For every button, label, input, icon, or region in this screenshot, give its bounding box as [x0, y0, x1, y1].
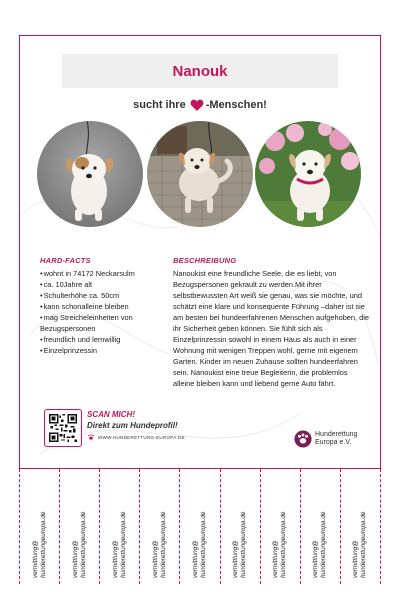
- dog-photo-1: [37, 121, 143, 227]
- tab-line-1: vermittlung@: [151, 540, 159, 578]
- list-item: • mag Streicheleinheiten von Bezugspersonen: [40, 312, 168, 334]
- tab-email: [352, 512, 368, 578]
- list-item: • freundlich und lernwillig: [40, 334, 168, 345]
- tab-email: [112, 512, 128, 578]
- title-box: [62, 54, 338, 88]
- tab-email: [232, 512, 248, 578]
- tab-line-1: vermittlung@: [312, 540, 320, 578]
- dog-name: Nanouk: [172, 62, 228, 80]
- tear-off-tabs: [19, 469, 381, 584]
- tab-email: [192, 512, 208, 578]
- dog-photo-3: [255, 121, 361, 227]
- qr-code-icon: [49, 414, 77, 442]
- list-item: • Einzelprinzessin: [40, 345, 168, 356]
- subtitle-after: -Menschen!: [205, 99, 267, 111]
- tab-line-2: hunderettungeuropa.de: [199, 511, 207, 578]
- tear-off-tab[interactable]: [140, 469, 180, 584]
- paw-print-icon: [87, 434, 95, 440]
- tab-email: [152, 512, 168, 578]
- website-row[interactable]: [87, 434, 185, 440]
- tab-line-2: hunderettungeuropa.de: [280, 511, 288, 578]
- tear-off-tab[interactable]: [221, 469, 261, 584]
- tab-line-2: hunderettungeuropa.de: [39, 511, 47, 578]
- tab-email: [272, 512, 288, 578]
- photo-row: [37, 121, 367, 233]
- list-item: • wohnt in 74172 Neckarsulm: [40, 268, 168, 279]
- tab-line-1: vermittlung@: [31, 540, 39, 578]
- tab-line-2: hunderettungeuropa.de: [320, 511, 328, 578]
- tab-line-2: hunderettungeuropa.de: [240, 511, 248, 578]
- qr-code[interactable]: [44, 409, 82, 447]
- website-link[interactable]: WWW.HUNDERETTUNG-EUROPA.DE: [98, 434, 185, 440]
- hard-facts-list: [40, 268, 168, 356]
- tear-off-tab[interactable]: [301, 469, 341, 584]
- list-item: • kann schonalleine bleiben: [40, 301, 168, 312]
- tab-line-1: vermittlung@: [111, 540, 119, 578]
- paw-logo-icon: [294, 430, 312, 448]
- list-item: • ca. 10Jahre alt: [40, 279, 168, 290]
- organization-logo: [294, 430, 357, 448]
- tab-email: [72, 512, 88, 578]
- organization-name-line-2: Europa e.V.: [315, 439, 352, 446]
- scan-line-2: Direkt zum Hundeprofil!: [87, 421, 178, 430]
- organization-name: [315, 431, 357, 448]
- tear-off-tab[interactable]: [19, 469, 60, 584]
- tab-line-2: hunderettungeuropa.de: [119, 511, 127, 578]
- tab-line-2: hunderettungeuropa.de: [79, 511, 87, 578]
- tab-line-1: vermittlung@: [352, 540, 360, 578]
- list-item: • Schulterhöhe ca. 50cm: [40, 290, 168, 301]
- dog-photo-2: [147, 121, 253, 227]
- subtitle: [20, 99, 380, 111]
- tab-line-2: hunderettungeuropa.de: [360, 511, 368, 578]
- tab-line-1: vermittlung@: [71, 540, 79, 578]
- tear-off-tab[interactable]: [180, 469, 220, 584]
- description-title: BESCHREIBUNG: [173, 256, 237, 265]
- description-text: Nanoukist eine freundliche Seele, die es liebt, von Bezugspersonen gekrault zu werden.Mit ihrer selbstbewussten Art weiß sie genau, was sie möchte, und schätzt eine klare und konsequente Führung –daher ist sie am besten bei hundeerfahrenen Menschen aufgehoben, die ihr Sicherheit geben können. Sie fühlt sich als Einzelprinzessin sowohl in einem Haus als auch in einer Wohnung mit wenigen Treppen wohl, gerne mit eigenem Garten. Kinder im neuen Zuhause sollten hundeerfahren sein. Nanoukist eine treue Begleiterin, die problemlos alleine bleiben kann und liebend gerne Auto fährt.: [173, 269, 369, 388]
- tab-email: [312, 512, 328, 578]
- heart-icon: [190, 99, 204, 111]
- tear-off-tab[interactable]: [261, 469, 301, 584]
- tab-email: [32, 512, 48, 578]
- organization-name-line-1: Hunderettung: [315, 430, 358, 438]
- tab-line-1: vermittlung@: [191, 540, 199, 578]
- tab-line-1: vermittlung@: [272, 540, 280, 578]
- tab-line-2: hunderettungeuropa.de: [159, 511, 167, 578]
- hard-facts-title: HARD-FACTS: [40, 256, 91, 265]
- tear-off-tab[interactable]: [60, 469, 100, 584]
- scan-line-1: SCAN MICH!: [87, 410, 135, 419]
- tab-line-1: vermittlung@: [232, 540, 240, 578]
- subtitle-before: sucht ihre: [133, 99, 186, 111]
- scan-text: [87, 409, 178, 431]
- poster: [19, 35, 381, 469]
- tear-off-tab[interactable]: [341, 469, 381, 584]
- tear-off-tab[interactable]: [100, 469, 140, 584]
